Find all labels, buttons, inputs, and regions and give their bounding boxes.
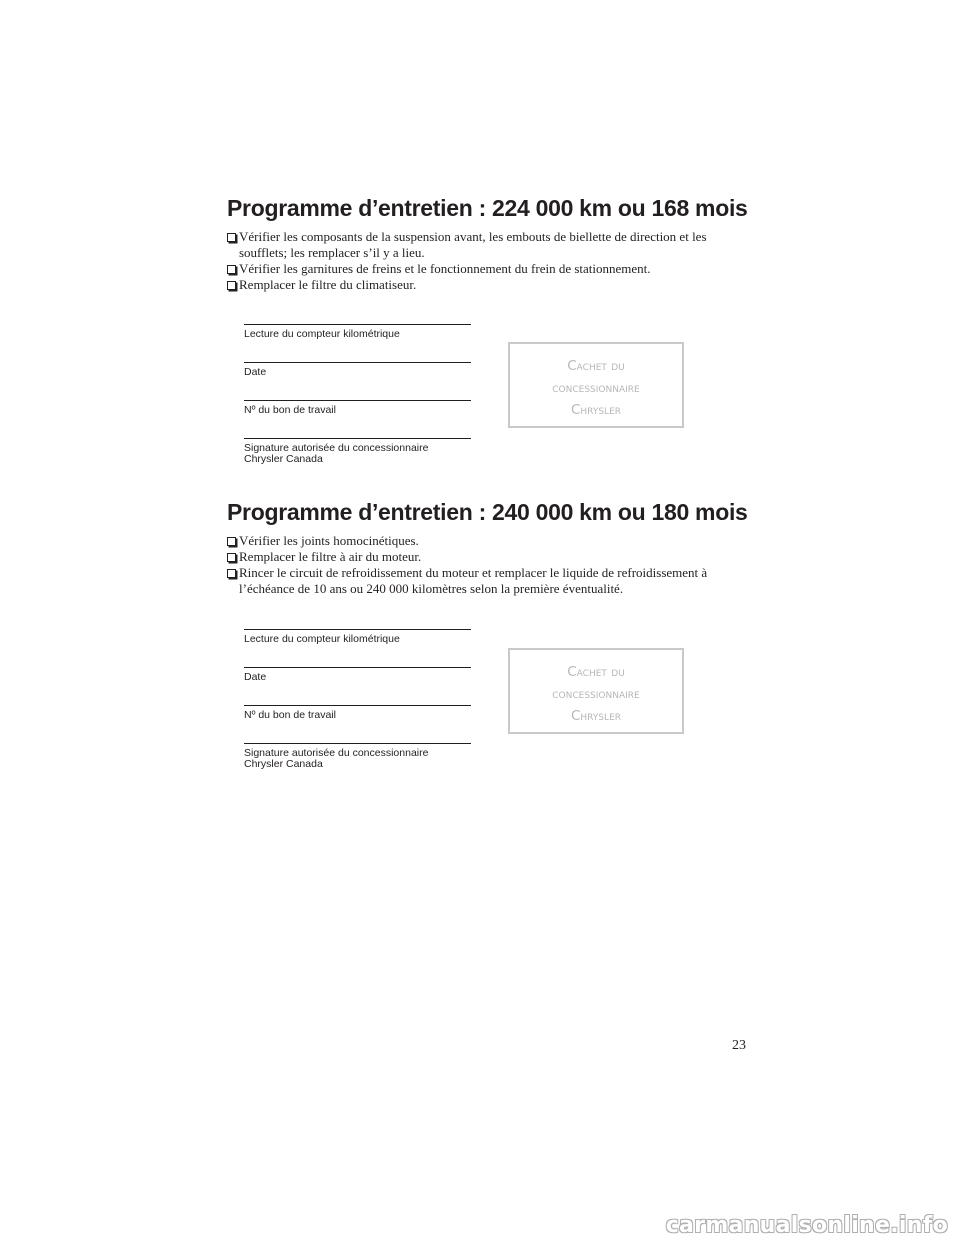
checkbox-icon[interactable]	[227, 281, 236, 290]
checklist-item	[227, 533, 747, 549]
page-number: 23	[732, 1038, 746, 1053]
checklist-item	[227, 277, 747, 293]
checklist-item-text: Remplacer le filtre du climatiseur.	[239, 277, 417, 292]
work-order-field[interactable]	[244, 400, 471, 416]
stamp-line: Cachet du	[567, 358, 625, 374]
odometer-label: Lecture du compteur kilométrique	[244, 328, 400, 340]
section-title: Programme d’entretien : 240 000 km ou 180 mois	[227, 499, 748, 525]
signature-field[interactable]	[244, 743, 471, 770]
date-field[interactable]	[244, 667, 471, 683]
maintenance-section-240000	[227, 497, 747, 597]
signature-label: Signature autorisée du concessionnaire	[244, 747, 429, 759]
checklist-item	[227, 261, 747, 277]
service-record-form	[244, 324, 471, 465]
signature-label-dealer: Chrysler Canada	[244, 758, 323, 770]
work-order-field[interactable]	[244, 705, 471, 721]
date-label: Date	[244, 366, 267, 378]
checkbox-icon[interactable]	[227, 569, 236, 578]
signature-field[interactable]	[244, 438, 471, 465]
watermark: carmanualsonline.info	[665, 1213, 948, 1238]
checkbox-icon[interactable]	[227, 553, 236, 562]
odometer-field[interactable]	[244, 324, 471, 340]
checklist	[227, 229, 747, 293]
checklist-item	[227, 229, 747, 261]
odometer-field[interactable]	[244, 629, 471, 645]
work-order-label: Nº du bon de travail	[244, 709, 336, 721]
checklist-item-text: Remplacer le filtre à air du moteur.	[239, 549, 422, 564]
signature-label-dealer: Chrysler Canada	[244, 453, 323, 465]
checklist-item	[227, 565, 747, 597]
checklist-item-text: Vérifier les joints homocinétiques.	[239, 533, 419, 548]
checklist-item-text: Rincer le circuit de refroidissement du moteur et remplacer le liquide de refroidissement à l’échéance de 10 ans ou 240 000 kilomètres selon la première éventualité.	[239, 565, 708, 596]
date-field[interactable]	[244, 362, 471, 378]
stamp-line: concessionnaire	[552, 380, 640, 396]
date-label: Date	[244, 671, 267, 683]
stamp-line: Cachet du	[567, 664, 625, 680]
dealer-stamp-box	[508, 342, 684, 428]
checkbox-icon[interactable]	[227, 233, 236, 242]
stamp-line: Chrysler	[570, 708, 622, 724]
service-record-form	[244, 629, 471, 770]
checkbox-icon[interactable]	[227, 537, 236, 546]
checkbox-icon[interactable]	[227, 265, 236, 274]
checklist	[227, 533, 747, 597]
dealer-stamp-box	[508, 648, 684, 734]
checklist-item-text: Vérifier les garnitures de freins et le fonctionnement du frein de stationnement.	[239, 261, 651, 276]
checklist-item	[227, 549, 747, 565]
section-title: Programme d’entretien : 224 000 km ou 168 mois	[227, 195, 748, 221]
checklist-item-text: Vérifier les composants de la suspension avant, les embouts de biellette de direction et les soufflets; les remplacer s’il y a lieu.	[239, 229, 707, 260]
work-order-label: Nº du bon de travail	[244, 404, 336, 416]
signature-label: Signature autorisée du concessionnaire	[244, 442, 429, 454]
maintenance-section-224000	[227, 193, 747, 293]
odometer-label: Lecture du compteur kilométrique	[244, 633, 400, 645]
stamp-line: Chrysler	[570, 402, 622, 418]
stamp-line: concessionnaire	[552, 686, 640, 702]
